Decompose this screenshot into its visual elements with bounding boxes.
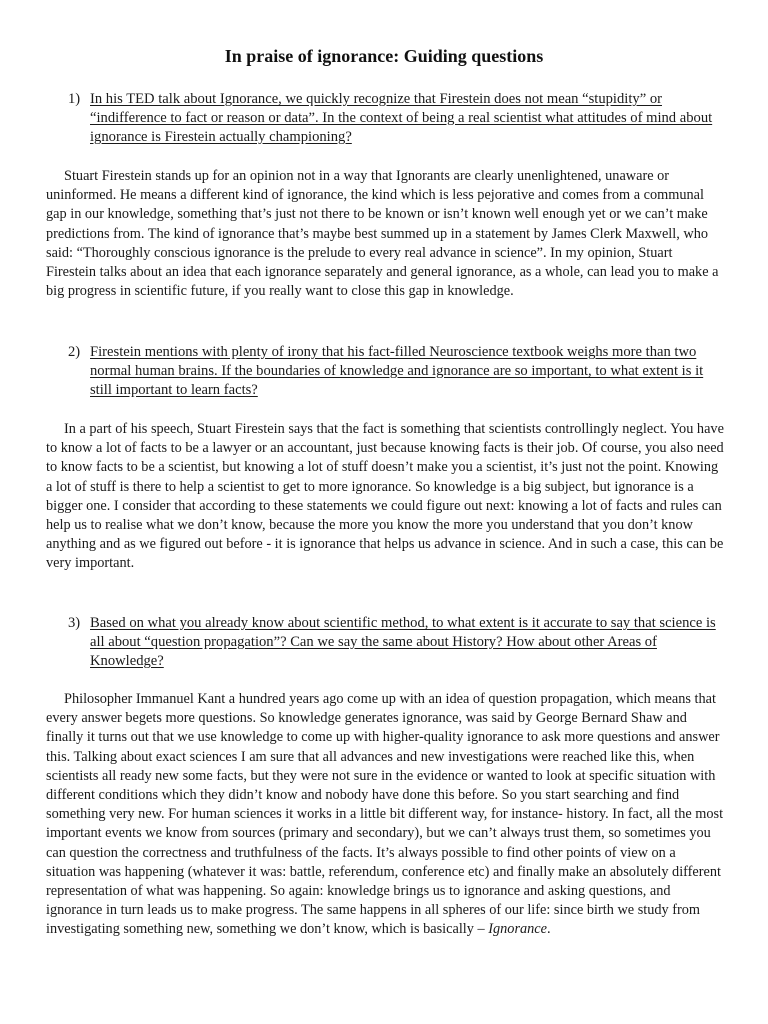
document-title: In praise of ignorance: Guiding questions (224, 46, 544, 66)
answer-paragraph (46, 690, 726, 940)
final-punctuation: . (547, 921, 551, 938)
question-text: Based on what you already know about scientific method, to what extent is it accurate to say that science is all about “question propagation”? Can we say the same about History? How about other Areas of Knowledge? (90, 615, 716, 669)
question-3 (68, 614, 728, 671)
question-2 (68, 343, 728, 400)
question-text: Firestein mentions with plenty of irony that his fact-filled Neuroscience textbook weighs more than two normal human brains. If the boundaries of knowledge and ignorance are so important, to what extent is it still important to learn facts? (90, 344, 704, 398)
answer-2 (46, 420, 726, 574)
question-text: In his TED talk about Ignorance, we quickly recognize that Firestein does not mean “stupidity” or “indifference to fact or reason or data”. In the context of being a real scientist what attitudes of mind about ignorance is Firestein actually championing? (90, 91, 713, 145)
emphasized-word: Ignorance (488, 921, 547, 938)
answer-paragraph: Stuart Firestein stands up for an opinion not in a way that Ignorants are clearly unenlightened, unaware or uninformed. He means a different kind of ignorance, the kind which is less pejorative and comes from a communal gap in our knowledge, something that’s just not there to be known or isn’t known well enough yet or we can’t make predictions from. The kind of ignorance that’s maybe best summed up in a statement by James Clerk Maxwell, who said: “Thoroughly conscious ignorance is the prelude to every real advance in science”. In my opinion, Stuart Firestein talks about an idea that each ignorance separately and general ignorance, as a whole, can lead you to make a big progress in scientific future, if you really want to close this gap in knowledge. (46, 168, 719, 300)
question-1 (68, 90, 728, 147)
answer-text: Philosopher Immanuel Kant a hundred years ago come up with an idea of question propagation, which means that every answer begets more questions. So knowledge generates ignorance, was said by George Bernard Shaw and finally it turns out that we use knowledge to come up with higher-quality ignorance to ask more questions and answer this. Talking about exact sciences I am sure that all advances and new investigations were reached like this, when scientists all ready new some facts, but they were not sure in the evidence or wanted to look at specific situation with different conditions which they didn’t know and nobody have done this before. So you start searching and find something very new. For human sciences it works in a little bit different way, for instance- history. In fact, all the most important events we know from sources (primary and secondary), but we can’t always trust them, so sometimes you can question the correctness and truthfulness of the facts. It’s always possible to find other points of view on a situation was happening (whatever it was: battle, referendum, conference etc) and finally make an absolutely different representation of what was happening. So again: knowledge brings us to ignorance and asking questions, and ignorance in turn leads us to make progress. The same happens in all spheres of our life: since birth we study from investigating something new, something we don’t know, which is basically – (46, 691, 724, 938)
answer-paragraph: In a part of his speech, Stuart Firestein says that the fact is something that scientists controllingly neglect. You have to know a lot of facts to be a lawyer or an accountant, just because knowing facts is their job. Of course, you also need to know facts to be a scientist, but knowing a lot of stuff doesn’t make you a scientist, it’s just not the point. Knowing a lot of stuff is there to help a scientist to get to more ignorance. So knowledge is a big subject, but ignorance is a bigger one. I consider that according to these statements we could figure out next: knowing a lot of facts and rules can help us to realise what we don’t know, because the more you know the more you understand that you don’t know anything and as we figured out before - it is ignorance that helps us advance in science. And in such a case, this can be very important. (46, 421, 724, 572)
answer-3 (46, 690, 726, 940)
answer-1 (46, 167, 726, 301)
question-number: 3) (68, 615, 81, 631)
question-number: 1) (68, 91, 81, 107)
question-number: 2) (68, 344, 81, 360)
